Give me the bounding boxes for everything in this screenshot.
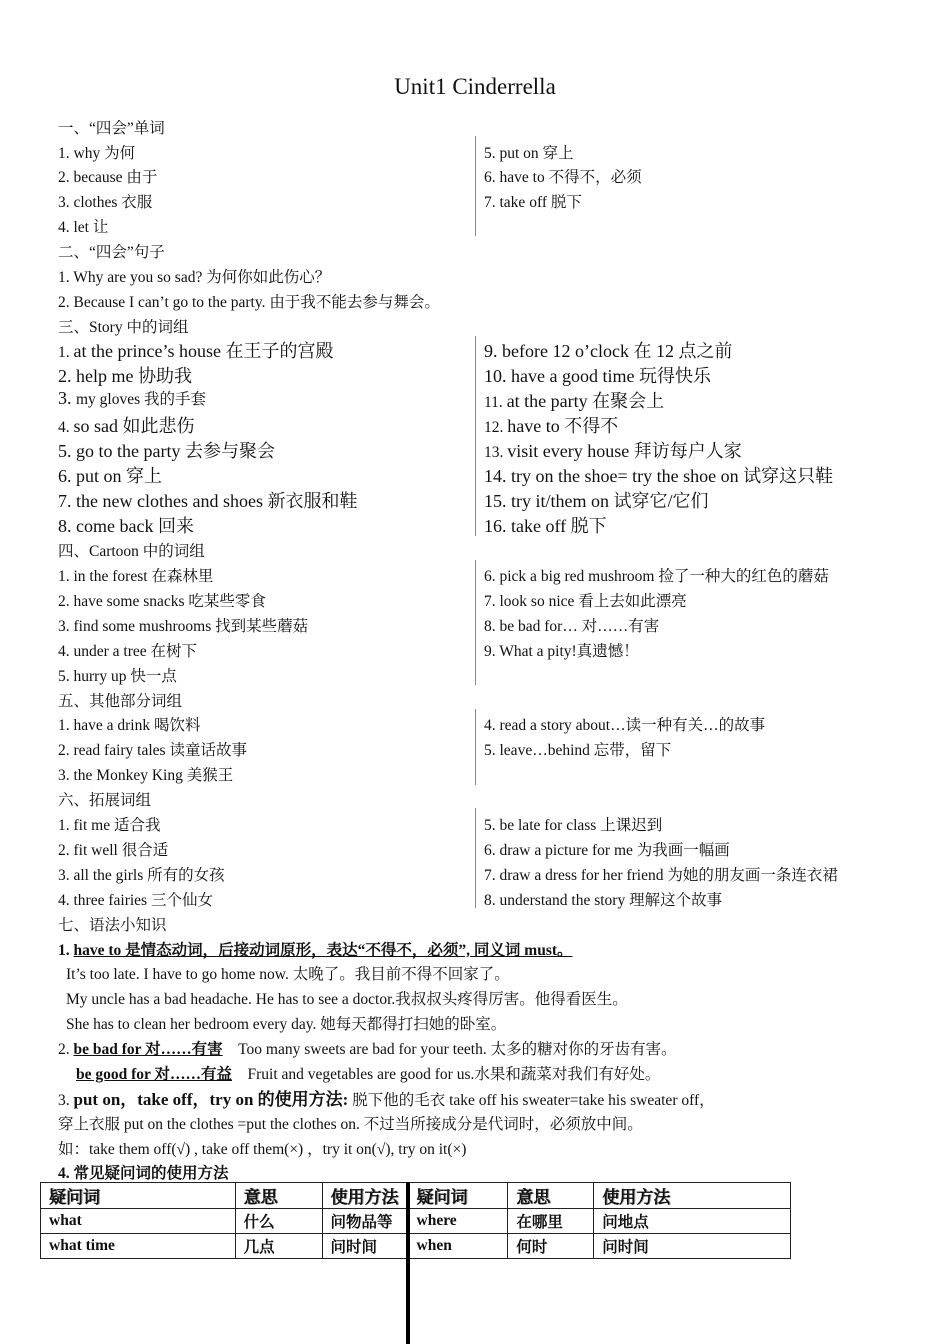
table-cell: 问地点 [594,1209,791,1234]
section3-heading: 三、Story 中的词组 [58,319,189,336]
table-cell: where [407,1209,508,1234]
s1-item: 5. put on 穿上 [484,145,574,162]
s6-item: 8. understand the story 理解这个故事 [484,892,723,909]
table-header: 意思 [235,1183,322,1209]
s3-item: 10. have a good time 玩得快乐 [484,366,711,386]
s4-item: 3. find some mushrooms 找到某些蘑菇 [58,618,309,635]
s1-item: 3. clothes 衣服 [58,194,153,211]
s4-item: 9. What a pity!真遗憾！ [484,643,639,660]
column-divider [475,136,476,236]
column-divider [475,336,476,536]
s6-item: 2. fit well 很合适 [58,842,169,859]
s3-item: 3. my gloves 我的手套 [58,388,207,408]
grammar-example: She has to clean her bedroom every day. 她每天都得打扫她的卧室。 [66,1016,507,1033]
section2-heading: 二、“四会”句子 [58,244,165,261]
s5-item: 1. have a drink 喝饮料 [58,717,201,734]
grammar-point-2b: be good for 对……有益 Fruit and vegetables are good for us.水果和蔬菜对我们有好处。 [76,1066,661,1083]
page-title: Unit1 Cinderrella [394,74,556,99]
s4-item: 7. look so nice 看上去如此漂亮 [484,593,687,610]
s3-item: 9. before 12 o’clock 在 12 点之前 [484,341,733,361]
table-cell: 问物品等 [322,1209,407,1234]
table-row [41,1209,791,1234]
table-row [41,1234,791,1259]
s2-sentence: 1. Why are you so sad? 为何你如此伤心？ [58,269,331,286]
s3-item: 2. help me 协助我 [58,366,192,386]
s4-item: 4. under a tree 在树下 [58,643,198,660]
table-cell: when [407,1234,508,1259]
section1-heading: 一、“四会”单词 [58,120,165,137]
s1-item: 2. because 由于 [58,169,158,186]
column-divider [475,808,476,908]
s3-item: 8. come back 回来 [58,516,194,536]
s3-item: 1. at the prince’s house 在王子的宫殿 [58,341,334,361]
table-header: 使用方法 [322,1183,407,1209]
grammar-point-3: 3. put on，take off，try on 的使用方法: 脱下他的毛衣 take off his sweater=take his sweater off， [58,1090,715,1109]
s4-item: 2. have some snacks 吃某些零食 [58,593,266,610]
table-cell: 问时间 [322,1234,407,1259]
table-header: 意思 [508,1183,594,1209]
s3-item: 15. try it/them on 试穿它/它们 [484,491,709,511]
s6-item: 7. draw a dress for her friend 为她的朋友画一条连衣裙 [484,867,838,884]
s6-item: 1. fit me 适合我 [58,817,161,834]
column-divider [475,560,476,685]
s4-item: 8. be bad for… 对……有害 [484,618,660,635]
grammar-example: My uncle has a bad headache. He has to see a doctor.我叔叔头疼得厉害。他得看医生。 [66,991,628,1008]
s1-item: 6. have to 不得不，必须 [484,169,642,186]
s3-item: 16. take off 脱下 [484,516,607,536]
s4-item: 6. pick a big red mushroom 捡了一种大的红色的蘑菇 [484,568,829,585]
grammar-point-1: 1. have to 是情态动词，后接动词原形，表达“不得不，必须”, 同义词 must。 [58,942,573,959]
s1-item: 4. let 让 [58,219,109,236]
s1-item: 1. why 为何 [58,145,136,162]
table-header: 疑问词 [407,1183,508,1209]
table-cell: 什么 [235,1209,322,1234]
s6-item: 3. all the girls 所有的女孩 [58,867,225,884]
s3-item: 7. the new clothes and shoes 新衣服和鞋 [58,491,358,511]
grammar-point-3-line3: 如：take them off(√) , take off them(×) ，try it on(√), try on it(×) [58,1141,467,1158]
s6-item: 4. three fairies 三个仙女 [58,892,213,909]
section7-heading: 七、语法小知识 [58,917,167,934]
section5-heading: 五、其他部分词组 [58,693,183,710]
grammar-point-3-line2: 穿上衣服 put on the clothes =put the clothes on. 不过当所接成分是代词时，必须放中间。 [58,1116,643,1133]
s3-item: 13. visit every house 拜访每户人家 [484,441,742,461]
table-cell: 几点 [235,1234,322,1259]
table-cell: what time [41,1234,236,1259]
s4-item: 5. hurry up 快一点 [58,668,177,685]
grammar-point-2: 2. be bad for 对……有害 Too many sweets are bad for your teeth. 太多的糖对你的牙齿有害。 [58,1041,677,1058]
s6-item: 6. draw a picture for me 为我画一幅画 [484,842,730,859]
s3-item: 6. put on 穿上 [58,466,163,486]
s5-item: 3. the Monkey King 美猴王 [58,767,234,784]
s3-item: 5. go to the party 去参与聚会 [58,441,275,461]
s3-item: 12. have to 不得不 [484,416,619,436]
table-cell: 何时 [508,1234,594,1259]
s5-item: 2. read fairy tales 读童话故事 [58,742,247,759]
s6-item: 5. be late for class 上课迟到 [484,817,663,834]
s5-item: 4. read a story about…读一种有关…的故事 [484,717,766,734]
question-words-table [40,1182,791,1259]
table-header-row [41,1183,791,1209]
s5-item: 5. leave…behind 忘带，留下 [484,742,672,759]
column-divider [475,709,476,785]
s3-item: 14. try on the shoe= try the shoe on 试穿这只鞋 [484,466,834,486]
s2-sentence: 2. Because I can’t go to the party. 由于我不能去参与舞会。 [58,294,440,311]
table-column-divider [406,1182,410,1344]
table-header: 疑问词 [41,1183,236,1209]
section6-heading: 六、拓展词组 [58,792,152,809]
s1-item: 7. take off 脱下 [484,194,582,211]
grammar-point-4-title: 4. 常见疑问词的使用方法 [58,1165,229,1182]
s4-item: 1. in the forest 在森林里 [58,568,214,585]
s3-item: 11. at the party 在聚会上 [484,391,665,411]
table-cell: 问时间 [594,1234,791,1259]
table-cell: 在哪里 [508,1209,594,1234]
grammar-example: It’s too late. I have to go home now. 太晚了。我目前不得不回家了。 [66,966,510,983]
s3-item: 4. so sad 如此悲伤 [58,416,195,436]
table-cell: what [41,1209,236,1234]
section4-heading: 四、Cartoon 中的词组 [58,543,205,560]
table-header: 使用方法 [594,1183,791,1209]
